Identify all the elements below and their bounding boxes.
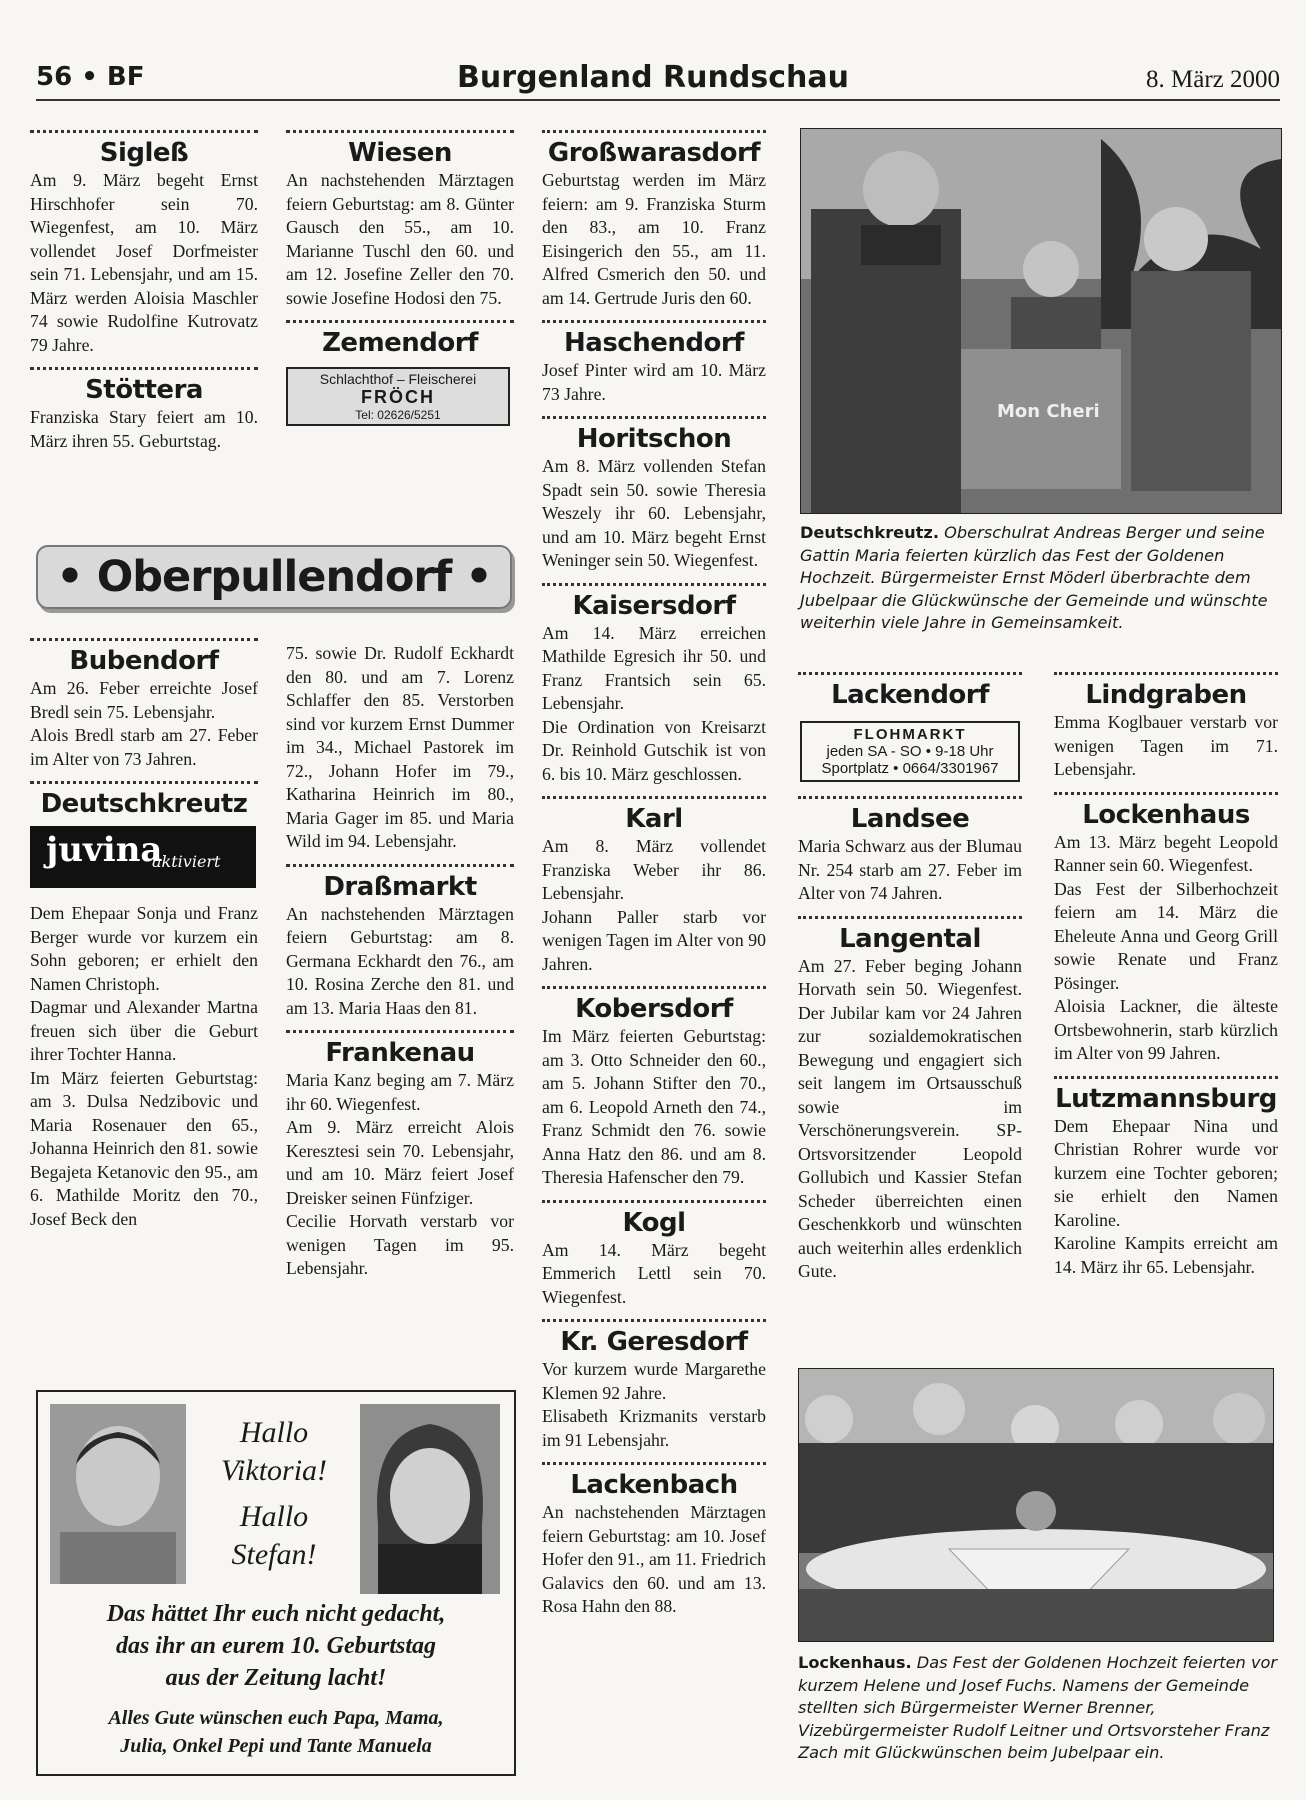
- article-text: [1054, 1115, 1278, 1280]
- issue-date: 8. März 2000: [1146, 66, 1280, 93]
- photo-sign-text: Mon Cheri: [997, 401, 1100, 422]
- article-grosswarasdorf: [542, 130, 766, 310]
- article-kobersdorf: [542, 986, 766, 1190]
- birthday-greeting-box: [36, 1390, 516, 1776]
- divider: [1054, 792, 1278, 795]
- article-text: Emma Koglbauer verstarb vor wenigen Tagen im 71. Lebensjahr.: [1054, 712, 1278, 779]
- divider: [30, 130, 258, 133]
- article-heading: Kobersdorf: [575, 994, 733, 1024]
- paragraph: Das Fest der Silberhochzeit feiern am 14. März die Eheleute Anna und Georg Grill sowie Renate und Franz Pösinger.: [1054, 878, 1278, 993]
- article-heading: Draßmarkt: [323, 871, 477, 902]
- greeting-headline: [188, 1414, 360, 1574]
- article-lockenhaus: [1054, 792, 1278, 1066]
- column-2-bottom: [286, 642, 514, 1281]
- greeting-line: Julia, Onkel Pepi und Tante Manuela: [120, 1735, 432, 1757]
- article-text: [542, 835, 766, 976]
- article-text: Am 27. Feber beging Johann Horvath sein 50. Wiegenfest. Der Jubilar kam vor 24 Jahren zur sozialdemokratischen Bewegung und engagiert sich seit langem im Ortsausschuß sowie im Verschönerungsverein. SP-Ortsvorsitzender Leopold Gollubich und Kassier Stefan Scheder überreichten einen Geschenkkorb und wünschten auch weiterhin alles erdenklich Gute.: [798, 955, 1022, 1281]
- article-continuation: 75. sowie Dr. Rudolf Eckhardt den 80. und am 7. Lorenz Schlaffer den 85. Verstorben sind vor kurzem Ernst Dummer im 34., Michael Pastorek im 72., Johann Hofer im 79., Katharina Heinrich im 80., Maria Gager im 85. und Maria Wild im 94. Lebensjahr.: [286, 643, 514, 851]
- article-text: Maria Schwarz aus der Blumau Nr. 254 starb am 27. Feber im Alter von 74 Jahren.: [798, 836, 1022, 903]
- ad-brand: juvina: [46, 830, 163, 870]
- photo-deutschkreutz-image: [801, 129, 1281, 513]
- divider: [542, 796, 766, 799]
- paragraph: Im März feierten Geburtstag: am 3. Dulsa Nedzibovic und Maria Rosenauer den 65., Johanna Heinrich den 81. sowie Begajeta Ketanovic den 95., am 6. Mathilde Moritz den 70., Josef Beck den: [30, 1067, 258, 1229]
- divider: [542, 320, 766, 323]
- column-1-bottom: [30, 638, 258, 1231]
- article-heading: Kogl: [622, 1207, 686, 1238]
- paragraph: Dem Ehepaar Nina und Christian Rohrer wurde vor kurzem eine Tochter geboren; sie erhielt den Namen Karoline.: [1054, 1115, 1278, 1230]
- divider: [542, 1200, 766, 1203]
- boy-photo-image: [50, 1404, 186, 1584]
- article-text: [286, 1069, 514, 1281]
- article-text: [1054, 831, 1278, 1066]
- column-2-top: [286, 124, 514, 426]
- article-heading: Stöttera: [85, 375, 203, 405]
- article-drassmarkt: [286, 864, 514, 1021]
- paragraph: Am 13. März begeht Leopold Ranner sein 60. Wiegenfest.: [1054, 831, 1278, 875]
- article-heading: Frankenau: [325, 1038, 475, 1068]
- caption-place: Lockenhaus.: [798, 1653, 912, 1672]
- article-landsee: [798, 796, 1022, 906]
- column-3: [542, 124, 766, 1619]
- article-karl: [542, 796, 766, 976]
- photo-deutschkreutz: [800, 128, 1282, 514]
- header-rule: [36, 99, 1280, 101]
- divider: [286, 320, 514, 323]
- article-haschendorf: [542, 320, 766, 406]
- divider: [30, 781, 258, 784]
- article-text: [30, 902, 258, 1231]
- caption-place: Deutschkreutz.: [800, 523, 939, 542]
- article-heading: Zemendorf: [322, 328, 478, 358]
- divider: [798, 796, 1022, 799]
- greeting-line: Viktoria!: [220, 1454, 328, 1487]
- divider: [542, 1462, 766, 1465]
- divider: [542, 1319, 766, 1322]
- greeting-line: Stefan!: [231, 1538, 317, 1571]
- article-lackenbach: [542, 1462, 766, 1619]
- column-4: [798, 672, 1022, 1284]
- caption-text: Das Fest der Goldenen Hochzeit feierten vor kurzem Helene und Josef Fuchs. Namens der Gemeinde stellten sich Bürgermeister Werner Brenner, Vizebürgermeister Rudolf Leitner und Ortsvorsteher Franz Zach mit Glückwünschen beim Jubelpaar ein.: [798, 1653, 1278, 1762]
- article-text: Am 9. März begeht Ernst Hirschhofer sein 70. Wiegenfest, am 10. März vollendet Josef Dorfmeister sein 71. Lebensjahr, und am 15. März werden Aloisia Maschler 74 sowie Rudolfine Kutrovatz 79 Jahre.: [30, 170, 258, 355]
- ad-juvina: [30, 826, 256, 888]
- article-text: Am 8. März vollenden Stefan Spadt sein 50. sowie Theresia Weszely ihr 60. Lebensjahr, und am 10. März begeht Ernst Weninger sein 50. Wiegenfest.: [542, 456, 766, 570]
- article-heading: Lackendorf: [831, 680, 989, 710]
- article-heading: Sigleß: [99, 138, 189, 168]
- boy-photo: [50, 1404, 186, 1584]
- article-zemendorf: [286, 320, 514, 426]
- article-heading: Lackenbach: [570, 1470, 738, 1500]
- article-lindgraben: [1054, 672, 1278, 782]
- ad-line: Sportplatz • 0664/3301967: [821, 760, 999, 777]
- article-heading: Lindgraben: [1085, 680, 1247, 710]
- divider: [798, 672, 1022, 675]
- divider: [1054, 1076, 1278, 1079]
- article-heading: Horitschon: [576, 424, 732, 454]
- photo-caption-lockenhaus: [798, 1652, 1278, 1765]
- article-heading: Lutzmannsburg: [1055, 1083, 1277, 1114]
- ad-flohmarkt: [800, 721, 1020, 782]
- paragraph: Alois Bredl starb am 27. Feber im Alter von 73 Jahren.: [30, 725, 258, 769]
- article-text: Geburtstag werden im März feiern: am 9. Franziska Sturm den 83., am 10. Franz Eisingerich den 55., am 11. Alfred Csmerich den 50. und am 14. Gertrude Juris den 60.: [542, 170, 766, 308]
- divider: [286, 864, 514, 867]
- newspaper-title: Burgenland Rundschau: [457, 60, 849, 95]
- article-text: Am 14. März begeht Emmerich Lettl sein 70. Wiegenfest.: [542, 1239, 766, 1307]
- paragraph: Vor kurzem wurde Margarethe Klemen 92 Jahre.: [542, 1359, 766, 1403]
- divider: [542, 986, 766, 989]
- paragraph: Cecilie Horvath verstarb vor wenigen Tagen im 95. Lebensjahr.: [286, 1211, 514, 1278]
- divider: [30, 638, 258, 641]
- ad-line: Tel: 02626/5251: [355, 408, 441, 422]
- photo-lockenhaus-image: [799, 1369, 1273, 1641]
- divider: [542, 416, 766, 419]
- article-text: [30, 677, 258, 771]
- greeting-message: [38, 1598, 514, 1694]
- greeting-line: Alles Gute wünschen euch Papa, Mama,: [108, 1707, 444, 1729]
- article-text: An nachstehenden Märztagen feiern Geburtstag: am 8. Germana Eckhardt den 76., am 10. Rosina Zerche den 81. und am 13. Maria Haas den 81.: [286, 903, 514, 1018]
- ad-line: Schlachthof – Fleischerei: [319, 371, 477, 387]
- article-text: Im März feierten Geburtstag: am 3. Otto Schneider den 60., am 5. Johann Stifter den 70., am 6. Leopold Arneth den 74., Franz Schmidt den 76. sowie Anna Hatz den 86. und am 8. Theresia Hafenscher den 79.: [542, 1026, 766, 1187]
- article-text: [542, 1358, 766, 1452]
- photo-lockenhaus: [798, 1368, 1274, 1642]
- article-heading: Großwarasdorf: [547, 138, 761, 168]
- article-frankenau: [286, 1030, 514, 1281]
- article-horitschon: [542, 416, 766, 573]
- ad-froech: [286, 367, 510, 426]
- column-1-top: [30, 124, 258, 453]
- ad-line: jeden SA - SO • 9-18 Uhr: [826, 743, 994, 760]
- paragraph: Am 8. März vollendet Franziska Weber ihr 86. Lebensjahr.: [542, 836, 766, 903]
- paragraph: Karoline Kampits erreicht am 14. März ihr 65. Lebensjahr.: [1054, 1233, 1278, 1277]
- article-text: An nachstehenden Märztagen feiern Geburtstag: am 10. Josef Hofer den 91., am 11. Friedrich Galavics den 60. und am 13. Rosa Hahn den 88.: [542, 1502, 766, 1616]
- article-heading: Bubendorf: [69, 646, 219, 676]
- greeting-line: Das hättet Ihr euch nicht gedacht,: [106, 1601, 446, 1627]
- divider: [798, 916, 1022, 919]
- ad-tagline: aktiviert: [152, 852, 221, 871]
- article-text: Josef Pinter wird am 10. März 73 Jahre.: [542, 360, 766, 404]
- divider: [286, 1030, 514, 1033]
- article-heading: Kr. Geresdorf: [560, 1327, 748, 1357]
- greeting-signoff: [38, 1704, 514, 1760]
- article-text: [542, 622, 766, 787]
- article-wiesen: [286, 130, 514, 310]
- divider: [30, 367, 258, 370]
- greeting-line: Hallo: [239, 1500, 309, 1533]
- article-kr-geresdorf: [542, 1319, 766, 1452]
- article-lutzmannsburg: [1054, 1076, 1278, 1280]
- article-heading: Langental: [839, 923, 981, 954]
- region-banner: • Oberpullendorf •: [36, 545, 512, 609]
- girl-photo: [360, 1404, 500, 1594]
- article-heading: Landsee: [850, 804, 970, 834]
- greeting-line: aus der Zeitung lacht!: [165, 1665, 387, 1691]
- article-sigless: [30, 130, 258, 357]
- caption-text: Oberschulrat Andreas Berger und seine Gattin Maria feierten kürzlich das Fest der Goldenen Hochzeit. Bürgermeister Ernst Möderl überbrachte dem Jubelpaar die Glückwünsche der Gemeinde und wünschte weiterhin viele Jahre in Gemeinsamkeit.: [800, 523, 1268, 632]
- paragraph: Die Ordination von Kreisarzt Dr. Reinhold Gutschik ist von 6. bis 10. März geschlossen.: [542, 716, 766, 784]
- article-langental: [798, 916, 1022, 1284]
- photo-caption-deutschkreutz: [800, 522, 1284, 635]
- page-number: 56 • BF: [36, 62, 145, 92]
- article-bubendorf: [30, 638, 258, 771]
- paragraph: Dem Ehepaar Sonja und Franz Berger wurde vor kurzem ein Sohn geboren; er erhielt den Namen Christoph.: [30, 903, 258, 994]
- article-lackendorf: [798, 672, 1022, 782]
- divider: [286, 130, 514, 133]
- paragraph: Am 26. Feber erreichte Josef Bredl sein 75. Lebensjahr.: [30, 678, 258, 722]
- article-heading: Lockenhaus: [1082, 799, 1250, 830]
- article-text: Franziska Stary feiert am 10. März ihren 55. Geburtstag.: [30, 407, 258, 451]
- greeting-line: das ihr an eurem 10. Geburtstag: [115, 1633, 437, 1659]
- paragraph: Johann Paller starb vor wenigen Tagen im Alter von 90 Jahren.: [542, 906, 766, 974]
- girl-photo-image: [360, 1404, 500, 1594]
- article-heading: Wiesen: [348, 138, 452, 168]
- column-5: [1054, 672, 1278, 1279]
- article-text: An nachstehenden Märztagen feiern Geburtstag: am 8. Günter Gausch den 55., am 10. Marianne Tuschl den 60. und am 12. Josefine Zeller den 70. sowie Josefine Hodosi den 75.: [286, 170, 514, 308]
- paragraph: Am 14. März erreichen Mathilde Egresich ihr 50. und Franz Frantsich sein 65. Lebensjahr.: [542, 622, 766, 713]
- greeting-line: Hallo: [239, 1416, 309, 1449]
- article-heading: Haschendorf: [564, 328, 744, 358]
- article-heading: Karl: [625, 804, 683, 834]
- article-stoettera: [30, 367, 258, 453]
- article-kaisersdorf: [542, 583, 766, 787]
- paragraph: Am 9. März erreicht Alois Keresztesi sein 70. Lebensjahr, und am 10. März feiert Josef Dreisker seinen Fünfziger.: [286, 1117, 514, 1208]
- paragraph: Aloisia Lackner, die älteste Ortsbewohnerin, starb kürzlich im Alter von 99 Jahren.: [1054, 996, 1278, 1063]
- article-heading: Kaisersdorf: [572, 590, 736, 621]
- paragraph: Elisabeth Krizmanits verstarb im 91 Lebensjahr.: [542, 1406, 766, 1450]
- paragraph: Dagmar und Alexander Martna freuen sich über die Geburt ihrer Tochter Hanna.: [30, 997, 258, 1064]
- divider: [1054, 672, 1278, 675]
- article-heading: Deutschkreutz: [40, 789, 248, 819]
- ad-line: FRÖCH: [361, 387, 435, 407]
- article-deutschkreutz: [30, 781, 258, 1231]
- divider: [542, 130, 766, 133]
- divider: [542, 583, 766, 586]
- article-kogl: [542, 1200, 766, 1310]
- paragraph: Maria Kanz beging am 7. März ihr 60. Wiegenfest.: [286, 1070, 514, 1114]
- ad-line: FLOHMARKT: [853, 726, 967, 743]
